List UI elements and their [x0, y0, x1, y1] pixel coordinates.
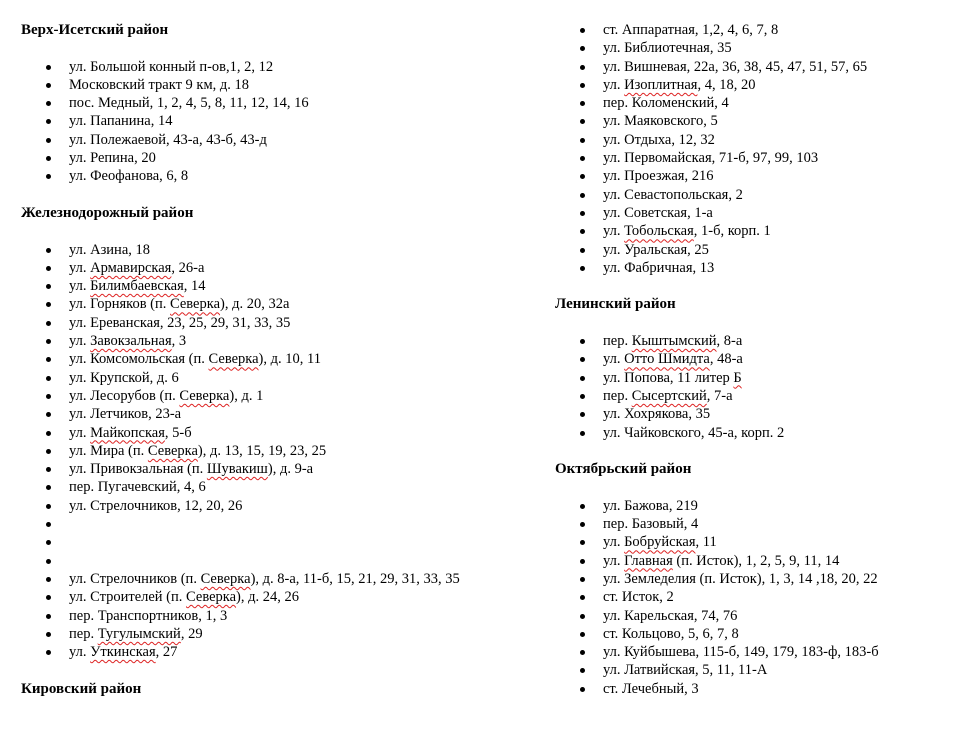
- address-text: ул. Феофанова, 6, 8: [69, 168, 189, 185]
- bullet-icon: [580, 614, 585, 619]
- bullet-icon: [580, 266, 585, 271]
- address-list: [555, 21, 955, 277]
- address-text: ул. Ереванская, 23, 25, 29, 31, 33, 35: [69, 314, 291, 331]
- spellcheck-flagged-word: Тобольская: [624, 223, 694, 240]
- address-list: [555, 497, 955, 698]
- spellcheck-flagged-word: Главная: [624, 552, 673, 569]
- spellcheck-flagged-word: Б: [733, 369, 742, 386]
- bullet-icon: [580, 650, 585, 655]
- address-text: ул. Мира (п.: [69, 442, 148, 459]
- address-text: ), д. 13, 15, 19, 23, 25: [197, 442, 327, 459]
- address-list-item: [21, 332, 541, 350]
- address-text: ул.: [603, 534, 625, 551]
- spellcheck-flagged-word: Бобруйская: [624, 534, 696, 551]
- address-list: [555, 332, 955, 442]
- address-list-item: [21, 552, 541, 570]
- spellcheck-flagged-word: Кыштымский: [631, 333, 717, 350]
- address-text: пер. Пугачевский, 4, 6: [69, 479, 206, 496]
- bullet-icon: [46, 284, 51, 289]
- address-list-item: [555, 94, 955, 112]
- address-text: , 26-а: [171, 259, 205, 276]
- spellcheck-flagged-word: Северка: [170, 296, 221, 313]
- bullet-icon: [46, 577, 51, 582]
- address-list-item: [555, 149, 955, 167]
- address-text: ул.: [69, 259, 91, 276]
- address-text: , 1-б, корп. 1: [693, 223, 771, 240]
- address-text: ул. Репина, 20: [69, 150, 156, 167]
- address-list-item: [555, 424, 955, 442]
- address-text: ул.: [603, 76, 625, 93]
- address-list-item: [21, 94, 541, 112]
- address-text: , 4, 18, 20: [697, 76, 756, 93]
- address-list-item: [555, 350, 955, 368]
- address-list-item: [555, 241, 955, 259]
- bullet-icon: [580, 394, 585, 399]
- address-text: , 11: [695, 534, 717, 551]
- address-text: ул. Полежаевой, 43-а, 43-б, 43-д: [69, 131, 267, 148]
- address-list-item: [21, 497, 541, 515]
- address-text: ул.: [603, 223, 625, 240]
- address-list-item: [21, 625, 541, 643]
- address-list-item: [555, 643, 955, 661]
- address-text: , 14: [183, 278, 206, 295]
- spellcheck-flagged-word: Северка: [179, 387, 230, 404]
- bullet-icon: [580, 101, 585, 106]
- address-text: ул. Крупской, д. 6: [69, 369, 179, 386]
- bullet-icon: [46, 650, 51, 655]
- spellcheck-flagged-word: Северка: [200, 570, 251, 587]
- district-section: [21, 680, 541, 698]
- address-text: ул.: [69, 644, 91, 661]
- address-list-item: [555, 332, 955, 350]
- address-text: ст. Аппаратная, 1,2, 4, 6, 7, 8: [603, 22, 779, 38]
- address-text: ул. Стрелочников (п.: [69, 570, 201, 587]
- address-text: ул. Лесорубов (п.: [69, 387, 180, 404]
- address-list-item: [555, 515, 955, 533]
- address-list-item: [555, 533, 955, 551]
- bullet-icon: [580, 119, 585, 124]
- bullet-icon: [46, 119, 51, 124]
- bullet-icon: [580, 412, 585, 417]
- bullet-icon: [580, 522, 585, 527]
- address-list-item: [21, 424, 541, 442]
- address-text: ул. Вишневая, 22а, 36, 38, 45, 47, 51, 57, 65: [603, 58, 868, 75]
- bullet-icon: [46, 138, 51, 143]
- address-list-item: [21, 314, 541, 332]
- district-heading: Железнодорожный район: [21, 204, 194, 221]
- address-text: ул. Азина, 18: [69, 241, 151, 258]
- bullet-icon: [580, 559, 585, 564]
- bullet-icon: [46, 248, 51, 253]
- spellcheck-flagged-word: Завокзальная: [90, 333, 172, 350]
- address-text: ), д. 1: [229, 387, 264, 404]
- district-section: [21, 204, 541, 680]
- bullet-icon: [46, 321, 51, 326]
- district-heading: Кировский район: [21, 680, 142, 697]
- address-text: ул. Стрелочников, 12, 20, 26: [69, 497, 243, 514]
- address-list-item: [555, 588, 955, 606]
- bullet-icon: [46, 522, 51, 527]
- address-list-item: [555, 186, 955, 204]
- address-text: ул. Севастопольская, 2: [603, 186, 743, 203]
- spellcheck-flagged-word: Северка: [186, 589, 237, 606]
- spellcheck-flagged-word: Отто Шмидта: [624, 351, 710, 368]
- address-text: пер. Базовый, 4: [603, 516, 699, 533]
- bullet-icon: [580, 339, 585, 344]
- address-list-item: [21, 387, 541, 405]
- address-list-item: [21, 442, 541, 460]
- bullet-icon: [46, 449, 51, 454]
- address-list-item: [555, 131, 955, 149]
- address-list-item: [21, 607, 541, 625]
- address-text: ул. Советская, 1-а: [603, 204, 713, 221]
- address-text: ул. Проезжая, 216: [603, 168, 714, 185]
- bullet-icon: [580, 229, 585, 234]
- address-list-item: [555, 607, 955, 625]
- address-list-item: [21, 149, 541, 167]
- bullet-icon: [46, 485, 51, 490]
- spellcheck-flagged-word: Тугулымский: [97, 625, 181, 642]
- bullet-icon: [580, 174, 585, 179]
- address-text: ул. Бажова, 219: [603, 497, 698, 514]
- address-list-item: [21, 533, 541, 551]
- address-list-item: [555, 167, 955, 185]
- address-text: пер.: [603, 333, 632, 350]
- district-section: [21, 21, 541, 204]
- bullet-icon: [580, 83, 585, 88]
- address-text: ул.: [69, 278, 91, 295]
- district-heading: Ленинский район: [555, 296, 676, 313]
- address-list-item: [555, 204, 955, 222]
- address-text: пер. Транспортников, 1, 3: [69, 607, 228, 624]
- address-list-item: [21, 167, 541, 185]
- address-text: Московский тракт 9 км, д. 18: [69, 76, 250, 93]
- address-list: [21, 241, 541, 662]
- bullet-icon: [46, 394, 51, 399]
- address-text: ул. Большой конный п-ов,1, 2, 12: [69, 58, 274, 75]
- bullet-icon: [580, 211, 585, 216]
- address-list-item: [21, 58, 541, 76]
- address-list-item: [555, 661, 955, 679]
- address-text: ул. Горняков (п.: [69, 296, 171, 313]
- bullet-icon: [580, 504, 585, 509]
- address-text: ст. Кольцово, 5, 6, 7, 8: [603, 625, 739, 642]
- bullet-icon: [46, 595, 51, 600]
- address-list-item: [21, 259, 541, 277]
- address-text: , 5-б: [164, 424, 192, 441]
- address-text: пер.: [603, 387, 632, 404]
- address-text: ул. Папанина, 14: [69, 113, 173, 130]
- bullet-icon: [580, 156, 585, 161]
- spellcheck-flagged-word: Армавирская: [90, 259, 172, 276]
- address-text: ул. Чайковского, 45-а, корп. 2: [603, 424, 785, 441]
- address-list-item: [21, 277, 541, 295]
- address-list-item: [555, 39, 955, 57]
- address-text: ст. Лечебный, 3: [603, 680, 699, 697]
- address-list-item: [21, 76, 541, 94]
- bullet-icon: [580, 431, 585, 436]
- address-text: ул. Летчиков, 23-а: [69, 406, 182, 423]
- address-list-item: [21, 478, 541, 496]
- bullet-icon: [46, 357, 51, 362]
- address-list-item: [555, 405, 955, 423]
- bullet-icon: [580, 65, 585, 70]
- address-list-item: [21, 515, 541, 533]
- address-list-item: [21, 405, 541, 423]
- bullet-icon: [46, 431, 51, 436]
- address-text: ), д. 20, 32а: [220, 296, 290, 313]
- bullet-icon: [580, 138, 585, 143]
- address-text: ул. Хохрякова, 35: [603, 406, 711, 423]
- address-list-item: [555, 259, 955, 277]
- bullet-icon: [46, 614, 51, 619]
- address-text: ул. Отдыха, 12, 32: [603, 131, 715, 148]
- bullet-icon: [580, 193, 585, 198]
- address-list-item: [21, 131, 541, 149]
- bullet-icon: [46, 302, 51, 307]
- district-section: [555, 460, 955, 698]
- address-list-item: [555, 369, 955, 387]
- address-text: ул. Карельская, 74, 76: [603, 607, 738, 624]
- address-list-item: [555, 58, 955, 76]
- bullet-icon: [46, 156, 51, 161]
- address-text: ул. Латвийская, 5, 11, 11-А: [603, 662, 768, 679]
- address-text: ул. Привокзальная (п.: [69, 461, 207, 478]
- address-text: ул. Куйбышева, 115-б, 149, 179, 183-ф, 183-б: [603, 644, 879, 661]
- bullet-icon: [580, 632, 585, 637]
- bullet-icon: [46, 504, 51, 509]
- spellcheck-flagged-word: Билимбаевская: [90, 278, 184, 295]
- address-text: пос. Медный, 1, 2, 4, 5, 8, 11, 12, 14, 16: [69, 95, 309, 112]
- address-text: ул. Фабричная, 13: [603, 259, 715, 276]
- address-text: ул.: [603, 351, 625, 368]
- address-text: ), д. 24, 26: [236, 589, 299, 606]
- address-text: ул. Строителей (п.: [69, 589, 187, 606]
- bullet-icon: [46, 339, 51, 344]
- address-text: , 27: [155, 644, 178, 661]
- address-text: пер.: [69, 625, 98, 642]
- address-text: ул.: [69, 424, 91, 441]
- bullet-icon: [46, 559, 51, 564]
- address-list: [21, 58, 541, 186]
- bullet-icon: [46, 412, 51, 417]
- address-list-item: [21, 588, 541, 606]
- bullet-icon: [46, 83, 51, 88]
- spellcheck-flagged-word: Изоплитная: [624, 76, 698, 93]
- bullet-icon: [46, 65, 51, 70]
- address-list-item: [555, 625, 955, 643]
- address-text: ), д. 9-а: [267, 461, 314, 478]
- bullet-icon: [580, 248, 585, 253]
- address-text: ул. Библиотечная, 35: [603, 40, 732, 57]
- bullet-icon: [46, 376, 51, 381]
- address-text: ул. Первомайская, 71-б, 97, 99, 103: [603, 150, 819, 167]
- district-section: [555, 21, 955, 295]
- spellcheck-flagged-word: Сысертский: [631, 387, 707, 404]
- address-list-item: [21, 643, 541, 661]
- bullet-icon: [580, 46, 585, 51]
- district-section: [555, 295, 955, 460]
- address-list-item: [21, 369, 541, 387]
- address-text: , 3: [171, 333, 187, 350]
- right-column: [555, 21, 955, 698]
- address-text: ул. Земледелия (п. Исток), 1, 3, 14 ,18, 20, 22: [603, 570, 878, 587]
- address-text: пер. Коломенский, 4: [603, 95, 729, 112]
- address-text: ул. Попова, 11 литер: [603, 369, 734, 386]
- address-list-item: [555, 680, 955, 698]
- spellcheck-flagged-word: Шувакиш: [206, 461, 268, 478]
- address-list-item: [555, 552, 955, 570]
- bullet-icon: [46, 540, 51, 545]
- address-text: ул. Комсомольская (п.: [69, 351, 209, 368]
- bullet-icon: [46, 101, 51, 106]
- address-text: ул.: [603, 552, 625, 569]
- address-list-item: [21, 241, 541, 259]
- bullet-icon: [580, 376, 585, 381]
- bullet-icon: [580, 28, 585, 33]
- address-list-item: [21, 460, 541, 478]
- address-text: ст. Исток, 2: [603, 589, 674, 606]
- bullet-icon: [46, 632, 51, 637]
- district-heading: Верх-Исетский район: [21, 22, 169, 38]
- address-text: , 8-а: [716, 333, 743, 350]
- address-text: , 48-а: [709, 351, 743, 368]
- address-list-item: [555, 497, 955, 515]
- bullet-icon: [46, 467, 51, 472]
- address-text: , 7-а: [706, 387, 733, 404]
- spellcheck-flagged-word: Майкопская: [90, 424, 165, 441]
- address-list-item: [555, 76, 955, 94]
- bullet-icon: [580, 577, 585, 582]
- bullet-icon: [580, 357, 585, 362]
- address-text: ул. Маяковского, 5: [603, 113, 718, 130]
- spellcheck-flagged-word: Уткинская: [90, 644, 156, 661]
- address-text: ул. Уральская, 25: [603, 241, 709, 258]
- district-heading: Октябрьский район: [555, 461, 692, 478]
- spellcheck-flagged-word: Северка: [208, 351, 259, 368]
- address-text: ), д. 10, 11: [258, 351, 321, 368]
- address-list-item: [21, 112, 541, 130]
- address-list-item: [21, 295, 541, 313]
- address-list-item: [555, 21, 955, 39]
- spellcheck-flagged-word: Северка: [147, 442, 198, 459]
- address-text: , 29: [180, 625, 203, 642]
- address-list-item: [555, 112, 955, 130]
- address-list-item: [21, 570, 541, 588]
- address-list-item: [555, 570, 955, 588]
- address-text: (п. Исток), 1, 2, 5, 9, 11, 14: [672, 552, 840, 569]
- address-list-item: [555, 222, 955, 240]
- bullet-icon: [580, 595, 585, 600]
- left-column: [21, 21, 541, 698]
- bullet-icon: [580, 540, 585, 545]
- address-list-item: [21, 350, 541, 368]
- address-list-item: [555, 387, 955, 405]
- bullet-icon: [46, 266, 51, 271]
- bullet-icon: [580, 687, 585, 692]
- address-text: ), д. 8-а, 11-б, 15, 21, 29, 31, 33, 35: [250, 570, 460, 587]
- address-text: ул.: [69, 333, 91, 350]
- bullet-icon: [580, 668, 585, 673]
- bullet-icon: [46, 174, 51, 179]
